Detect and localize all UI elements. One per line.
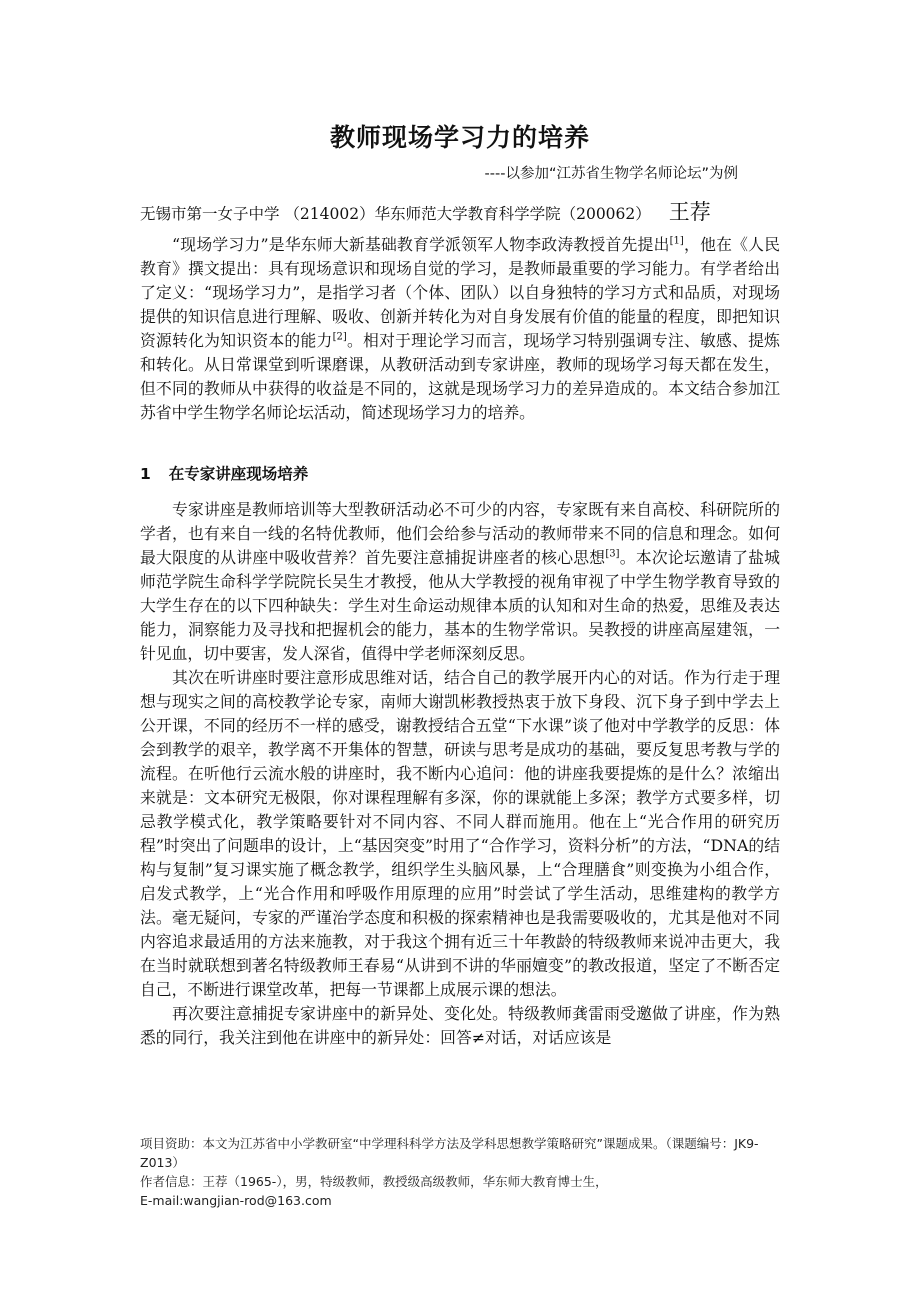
footnote-funding: 项目资助：本文为江苏省中小学教研室“中学理科科学方法及学科思想教学策略研究”课题成果。（课题编号：JK9-Z013） [140,1136,759,1170]
section-1-heading [140,462,308,484]
paragraph-text-a: 专家讲座是教师培训等大型教研活动必不可少的内容，专家既有来自高校、科研院所的学者，也有来自一线的名特优教师，他们会给参与活动的教师带来不同的信息和理念。如何最大限度的从讲座中吸收营养？首先要注意捕捉讲座者的核心思想 [140,500,780,567]
paragraph-text-b: 。本次论坛邀请了盐城师范学院生命科学学院院长吴生才教授，他从大学教授的视角审视了中学生物学教育导致的大学生存在的以下四种缺失：学生对生命运动规律本质的认知和对生命的热爱，思维及表达能力，洞察能力及寻找和把握机会的能力，基本的生物学常识。吴教授的讲座高屋建瓴，一针见血，切中要害，发人深省，值得中学老师深刻反思。 [140,548,780,663]
section-1-body [140,498,780,1050]
footnotes [140,1134,790,1210]
intro-text-b: ，他在《人民教育》撰文提出：具有现场意识和现场自觉的学习，是教师最重要的学习能力。有学者给出了定义：“现场学习力”，是指学习者（个体、团队）以自身独特的学习方式和品质，对现场提供的知识信息进行理解、吸收、创新并转化为对自身发展有价值的能量的程度，即把知识资源转化为知识资本的能力 [140,235,780,350]
section-title: 在专家讲座现场培养 [168,465,309,483]
author-affiliation-line [140,196,790,226]
intro-paragraph [140,233,780,425]
paper-subtitle: ----以参加“江苏省生物学名师论坛”为例 [484,166,738,182]
intro-text-c: 。相对于理论学习而言，现场学习特别强调专注、敏感、提炼和转化。从日常课堂到听课磨课，从教研活动到专家讲座，教师的现场学习每天都在发生，但不同的教师从中获得的收益是不同的，这就是现场学习力的差异造成的。本文结合参加江苏省中学生物学名师论坛活动，简述现场学习力的培养。 [140,331,780,422]
section-1-paragraph-3: 再次要注意捕捉专家讲座中的新异处、变化处。特级教师龚雷雨受邀做了讲座，作为熟悉的同行，我关注到他在讲座中的新异处：回答≠对话，对话应该是 [140,1004,780,1047]
section-number: 1 [140,465,151,483]
footnote-email: E-mail:wangjian-rod@163.com [140,1193,332,1208]
citation-2: [2] [332,331,347,343]
section-1-paragraph-2: 其次在听讲座时要注意形成思维对话，结合自己的教学展开内心的对话。作为行走于理想与现实之间的高校教学论专家，南师大谢凯彬教授热衷于放下身段、沉下身子到中学去上公开课，不同的经历不一样的感受，谢教授结合五堂“下水课”谈了他对中学教学的反思：体会到教学的艰辛，教学离不开集体的智慧，研读与思考是成功的基础，要反复思考教与学的流程。在听他行云流水般的讲座时，我不断内心追问：他的讲座我要提炼的是什么？浓缩出来就是：文本研究无极限，你对课程理解有多深，你的课就能上多深；教学方式要多样，切忌教学模式化，教学策略要针对不同内容、不同人群而施用。他在上“光合作用的研究历程”时突出了问题串的设计，上“基因突变”时用了“合作学习，资料分析”的方法，“DNA的结构与复制”复习课实施了概念教学，组织学生头脑风暴，上“合理膳食”则变换为小组合作，启发式教学，上“光合作用和呼吸作用原理的应用”时尝试了学生活动，思维建构的教学方法。毫无疑问，专家的严谨治学态度和积极的探索精神也是我需要吸收的，尤其是他对不同内容追求最适用的方法来施教，对于我这个拥有近三十年教龄的特级教师来说冲击更大，我在当时就联想到著名特级教师王春易“从讲到不讲的华丽嬗变”的教改报道，坚定了不断否定自己，不断进行课堂改革，把每一节课都上成展示课的想法。 [140,668,780,999]
paper-title: 教师现场学习力的培养 [329,123,590,152]
citation-1: [1] [669,235,684,247]
section-1-paragraph-1 [140,498,780,666]
intro-text-a: “现场学习力”是华东师大新基础教育学派领军人物李政涛教授首先提出 [172,235,670,254]
author-name: 王荐 [668,200,711,224]
footnote-author-info: 作者信息：王荐（1965-），男，特级教师，教授级高级教师，华东师大教育博士生， [140,1174,608,1189]
affiliation: 无锡市第一女子中学 （214002）华东师范大学教育科学学院（200062） [140,205,651,223]
intro-section [140,233,780,425]
citation-3: [3] [605,548,620,560]
